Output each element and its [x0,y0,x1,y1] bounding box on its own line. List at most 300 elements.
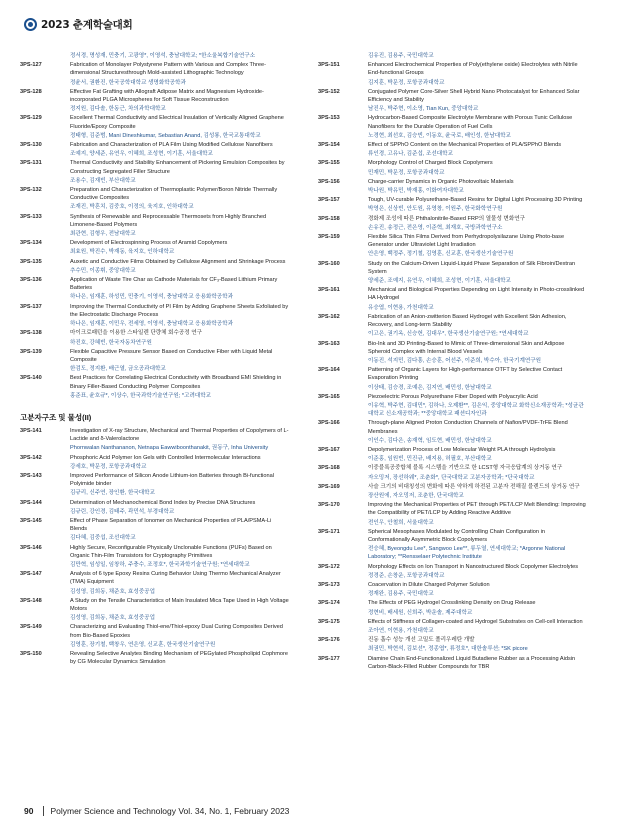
program-entry [318,187,588,195]
paper-authors: 장산원에, 자오밍저, 조춘한, 단국대학교 [368,492,464,499]
poster-code: 3PS-162 [318,313,340,320]
poster-code: 3PS-175 [318,618,340,625]
entry-body [70,213,290,229]
poster-code [20,339,70,347]
header-title: 2023 춘계학술대회 [41,18,133,31]
paper-title: 이중블록공중합체 블록 시스템을 기반으로 한 LCST형 자극응답계의 상거동 연구 [368,465,563,472]
paper-authors: 김성영, 김희동, 채준호, 효성중공업 [70,588,155,595]
entry-body [70,534,290,542]
paper-authors: 남진우, 박주현, 이소영, Tian Kun, 중앙대학교 [368,106,479,113]
poster-code [318,474,368,482]
poster-code [318,277,368,285]
entry-body [70,132,290,140]
paper-title: Effects of Stiffness of Collagen-coated and Hydrogel Substrates on Cell-cell Interaction [368,618,583,625]
paper-authors: 전인우, 안철희, 서울대학교 [368,519,434,526]
program-entry [20,150,290,158]
poster-code: 3PS-164 [318,367,340,374]
paper-title: Improved Performance of Silicon Anode Lithium-ion Batteries through Bi-functional Polyimide binder [70,472,274,488]
program-entry [318,599,588,607]
paper-authors: Phornwalan Nanthananon, Netnapa Eawwiboonthanakit, 권동구, Inha University [70,445,269,452]
program-entry [20,489,290,497]
program-entry [20,239,290,247]
poster-code [318,169,368,177]
poster-code [318,545,368,561]
paper-title: Depolymerization Process of Low Molecular Weight PLA through Hydrolysis [368,446,556,453]
entry-body [368,590,588,598]
paper-title: Spherical Mesophases Modulated by Controlling Chain Configuration in Conformationally Asymmetric Block Copolymers [368,528,545,543]
program-entry [20,132,290,140]
program-entry [318,132,588,140]
entry-body [368,366,588,382]
entry-body [368,215,588,223]
poster-code: 3PS-129 [20,115,42,122]
program-entry [318,52,588,60]
program-entry [318,464,588,472]
poster-code [20,444,70,452]
page-header [24,13,133,35]
program-entry [318,330,588,338]
poster-code: 3PS-177 [318,655,340,662]
paper-title: Coacervation in Dilute Charged Polymer Solution [368,581,490,588]
poster-code [318,330,368,338]
entry-body [70,489,290,497]
left-column [20,52,290,667]
poster-code [318,250,368,258]
poster-code [20,614,70,622]
poster-code: 3PS-147 [20,571,42,578]
poster-code: 3PS-153 [318,115,340,122]
poster-code: 3PS-132 [20,187,42,194]
paper-authors: 전승혜, Byeongdu Lee*, Sangwoo Lee**, 류두열, 연세대학교; *Argonne National Laboratory; **Rensselaer Polytechnic Institute [368,546,566,561]
paper-authors: 김영훈, 장기철, 백창우, 연은영, 신교훈, 한국생산기술연구원 [70,641,216,648]
poster-code [318,132,368,140]
paper-title: Characterizing and Evaluating Thiol-ene/Thiol-epoxy Dual Curing Composites Derived from Bio-Based Epoxies [70,624,283,639]
entry-body [70,427,290,443]
paper-title: Morphology Control of Charged Block Copolymers [368,160,493,167]
poster-code: 3PS-169 [318,483,340,490]
poster-code [20,248,70,256]
poster-code [318,205,368,213]
program-entry [20,61,290,77]
program-entry [318,178,588,186]
program-entry [318,215,588,223]
entry-body [70,303,290,319]
poster-code [20,320,70,328]
program-entry [318,233,588,249]
paper-title: Determination of Mechanochemical Bond Index by Precise DNA Structures [70,499,256,506]
program-entry [20,561,290,569]
poster-code: 3PS-171 [318,528,340,535]
entry-body [70,499,290,507]
poster-code [20,561,70,569]
entry-body [70,517,290,533]
paper-title: Effect of Phase Separation of Ionomer on Mechanical Properties of PLA/PSMA-Li Blends [70,517,272,533]
program-entry [318,313,588,329]
entry-body [368,636,588,644]
program-entry [20,141,290,149]
program-entry [20,105,290,113]
paper-authors: 강세호, 박문정, 포항공과대학교 [70,463,147,470]
program-entry [20,348,290,364]
entry-body [70,472,290,488]
poster-code: 3PS-152 [318,88,340,95]
entry-body [368,304,588,312]
paper-authors: 정경준, 손창운, 포항공과대학교 [368,572,445,579]
entry-body [70,79,290,87]
program-entry [20,258,290,266]
program-entry [318,590,588,598]
poster-code [318,150,368,158]
program-entry [20,230,290,238]
program-entry [318,250,588,258]
paper-title: 마이크로패턴을 이용한 스타일렌 단량체 회수공정 연구 [70,330,203,337]
entry-body [70,374,290,390]
poster-code: 3PS-149 [20,624,42,631]
program-entry [20,320,290,328]
footer-divider [43,806,44,816]
poster-code [20,508,70,516]
poster-code: 3PS-131 [20,160,42,167]
program-entry [20,588,290,596]
poster-code: 3PS-161 [318,287,340,294]
paper-title: Effect of SPPhO Content on the Mechanical Properties of PLA/SPPhO Blends [368,142,561,149]
entry-body [368,609,588,617]
paper-authors: 이인수, 김다은, 송재혁, 임도현, 배민성, 한남대학교 [368,437,492,444]
paper-authors: 최관현, 김형우, 전남대학교 [70,231,136,238]
paper-title: Investigation of X-ray Structure, Mechanical and Thermal Properties of Copolymers of L-Lactide and δ-Valerolactone [70,427,289,443]
entry-body [368,141,588,149]
poster-code [20,392,70,400]
poster-code [20,365,70,373]
poster-code [20,489,70,497]
program-entry [318,286,588,302]
entry-body [70,544,290,560]
poster-code [20,267,70,275]
poster-code: 3PS-130 [20,142,42,149]
entry-body [368,205,588,213]
entry-body [70,365,290,373]
program-entry [318,645,588,653]
entry-body [368,250,588,258]
entry-body [368,330,588,338]
program-entry [318,528,588,544]
paper-authors: 최권민, 박현석, 김보선*, 정종엽*, 류정호*, 대한솔루션; *SK picore [368,646,528,653]
paper-authors: 최효원, 박진수, 박재동, 육지호, 인하대학교 [70,249,175,256]
program-entry [20,444,290,452]
paper-authors: 하나은, 임재훈, 이민우, 전세영, 이영석, 충남대학교 응용화학공학과 [70,321,233,328]
program-entry [318,205,588,213]
program-entry [20,427,290,443]
entry-body [70,114,290,130]
poster-code: 3PS-127 [20,62,42,69]
poster-code: 3PS-163 [318,340,340,347]
poster-code: 3PS-172 [318,563,340,570]
entry-body [368,159,588,167]
paper-authors: 추수민, 이종휘, 중앙대학교 [70,267,136,274]
poster-code [20,105,70,113]
poster-code [20,150,70,158]
poster-code [318,572,368,580]
paper-title: Fabrication of an Anion-zwitterion Based Hydrogel with Excellent Skin Adhesion, Recovery, and Long-term Stability [368,313,567,329]
program-entry [20,641,290,649]
entry-body [368,79,588,87]
paper-authors: 안은영, 백정주, 정기철, 김영훈, 신교훈, 한국생산기술연구원 [368,251,514,258]
entry-body [70,348,290,364]
paper-authors: 조예지, 양세준, 유연우, 이혜희, 조성현, 이기훈, 서울대학교 [70,151,213,158]
entry-body [70,561,290,569]
poster-code [318,357,368,365]
paper-authors: 김지훈, 박문정, 포항공과대학교 [368,79,445,86]
program-entry [20,52,290,60]
program-entry [20,597,290,613]
paper-authors: 김만혁, 임성일, 임창하, 주충수, 조정호*, 한국과학기술연구원; *연세대학교 [70,561,250,568]
paper-title: Application of Waste Tire Char as Cathode Materials for CF₃-Based Lithium Primary Batteries [70,277,278,292]
entry-body [70,159,290,175]
entry-body [368,402,588,418]
entry-body [70,150,290,158]
poster-code: 3PS-155 [318,160,340,167]
entry-body [70,570,290,586]
paper-authors: 김다혜, 김중섭, 조선대학교 [70,535,136,542]
program-entry [20,186,290,202]
poster-code: 3PS-173 [318,581,340,588]
poster-code [20,177,70,185]
poster-code: 3PS-140 [20,375,42,382]
poster-code: 3PS-176 [318,637,340,644]
entry-body [70,230,290,238]
paper-title: Through-plane Aligned Proton Conduction Channels of Nafion/PVDF-TrFE Blend Membranes [368,420,568,435]
entry-body [70,597,290,613]
entry-body [368,52,588,60]
entry-body [368,393,588,401]
entry-body [368,286,588,302]
paper-title: Highly Secure, Reconfigurable Physically Unclonable Functions (PUFs) Based on Organic Thin-Film Transistors for Cryptography Primitives [70,544,272,559]
paper-authors: 김유진, 김용주, 국민대학교 [368,53,434,59]
entry-body [368,61,588,77]
entry-body [368,599,588,607]
entry-body [368,277,588,285]
entry-body [368,528,588,544]
poster-code: 3PS-146 [20,544,42,551]
paper-authors: 자오밍저, 장선하웨*, 조춘화*, 단국대학교 고분자공학과; *단국대학교 [368,474,535,481]
paper-authors: 박영은, 신상빈, 안도원, 유영창, 이원주, 한국화학연구원 [368,206,503,213]
program-entry [20,267,290,275]
paper-authors: 양세준, 조예지, 유연우, 이혜희, 조성현, 이기훈, 서울대학교 [368,278,511,285]
paper-authors: 조아연, 이현용, 가천대학교 [368,628,434,634]
poster-code: 3PS-142 [20,454,42,461]
entry-body [368,187,588,195]
program-entry [318,366,588,382]
poster-code: 3PS-133 [20,213,42,220]
poster-code: 3PS-154 [318,142,340,149]
entry-body [70,177,290,185]
program-entry [318,384,588,392]
entry-body [70,186,290,202]
paper-title: Development of Electrospinning Process of Aramid Copolymers [70,240,228,247]
program-entry [318,159,588,167]
left-top-list [20,52,290,400]
program-entry [318,618,588,626]
conference-logo-icon [24,18,37,31]
entry-body [368,169,588,177]
paper-title: The Effects of PEG Hydrogel Crosslinking Density on Drug Release [368,600,536,607]
program-entry [318,581,588,589]
entry-body [70,248,290,256]
entry-body [368,655,588,671]
poster-code: 3PS-143 [20,472,42,479]
entry-body [70,392,290,400]
paper-authors: 김성영, 김희동, 채준호, 효성중공업 [70,615,155,622]
paper-title: 경화제 조성에 따른 Phthalonitrile-Based FRP의 열물성 변화연구 [368,215,526,222]
paper-title: Morphology Effects on Ion Transport in Nanostructured Block Copolymer Electrolytes [368,563,579,570]
poster-code: 3PS-156 [318,178,340,185]
program-entry [318,357,588,365]
entry-body [368,572,588,580]
poster-code [20,293,70,301]
paper-title: A Study on the Tensile Characteristics of Main Insulated Mica Tape Used in High Voltage Motors [70,597,289,612]
poster-code [20,52,70,60]
entry-body [70,650,290,666]
entry-body [368,618,588,626]
paper-authors: 하진호, 강혜빈, 한국자동차연구원 [70,339,152,346]
program-entry [20,650,290,666]
paper-authors: 정윤서, 권환진, 한국공학대학교 생명화학공학과 [70,79,186,86]
program-entry [318,150,588,158]
entry-body [368,384,588,392]
program-entry [20,329,290,337]
poster-code [318,492,368,500]
entry-body [70,444,290,452]
entry-body [70,623,290,639]
paper-authors: 이상태, 김승경, 조예은, 김지연, 배민성, 한남대학교 [368,384,492,391]
poster-code [318,384,368,392]
entry-body [368,501,588,517]
entry-body [368,483,588,491]
entry-body [70,588,290,596]
page-number: 90 [24,806,34,816]
program-entry [20,454,290,462]
paper-title: Improving the Mechanical Properties of PET through PET/LCP Melt Blending: Improving the Compatibility of PET/LCP by Adding Reactive Additive [368,502,586,517]
program-entry [318,545,588,561]
program-entry [20,463,290,471]
program-entry [20,365,290,373]
paper-title: Synthesis of Renewable and Reprocessable Thermosets from Highly Branched Limonene-Based Polymers [70,213,267,228]
paper-authors: 이유혁, 박주현, 김대민*, 김하나, 오제환**, 김은익, 중앙대학교 화학신소재공학과; *성균관대학교 신소재공학과; **중앙대학교 패션디자인과 [368,402,584,418]
paper-title: 사슬 크기의 비대칭성의 변화에 따른 약하게 하전된 고분자 전해질 블렌드의 상거동 연구 [368,483,580,490]
program-entry [20,203,290,211]
program-entry [318,455,588,463]
poster-code [20,463,70,471]
program-entry [318,141,588,149]
paper-title: Revealing Selective Analytes Binding Mechanism of PEGylated Phospholipid Cophmore by CG Molecular Dynamics Simulation [70,651,288,666]
entry-body [70,276,290,292]
poster-code: 3PS-165 [318,393,340,400]
entry-body [70,320,290,328]
poster-code [318,304,368,312]
left-bottom-list [20,427,290,666]
poster-code [318,455,368,463]
poster-code [318,519,368,527]
entry-body [368,357,588,365]
entry-body [70,61,290,77]
paper-authors: 정재완, 김용주, 국민대학교 [368,591,434,598]
paper-authors: 노경현, 최선호, 김승빈, 이동호, 윤국로, 배인성, 한남대학교 [368,132,511,139]
poster-code [318,645,368,653]
program-entry [20,517,290,533]
paper-title: Mechanical and Biological Properties Depending on Light Intensity in Photo-crosslinked HA Hydrogel [368,287,585,302]
entry-body [70,641,290,649]
program-entry [20,276,290,292]
entry-body [368,105,588,113]
poster-code [20,534,70,542]
program-entry [20,472,290,488]
poster-code: 3PS-144 [20,499,42,506]
entry-body [70,293,290,301]
poster-code: 3PS-166 [318,420,340,427]
paper-title: Thermal Conductivity and Stability Enhancement of Pickering Emulsion Composites by Constructing Segregated Filler Structure [70,160,285,175]
poster-code: 3PS-160 [318,260,340,267]
paper-title: Patterning of Organic Layers for High-performance OTFT by Selective Contact Evaporation Printing [368,367,563,382]
poster-code: 3PS-170 [318,502,340,509]
paper-authors: 정태형, 김준범, Mani Dineshkumar, Sebastian Anand, 김성룡, 한국교통대학교 [70,132,261,139]
program-entry [318,572,588,580]
program-entry [20,114,290,130]
paper-authors: 김규린, 강인경, 김태주, 곽민석, 부경대학교 [70,508,175,515]
entry-body [368,313,588,329]
program-entry [20,570,290,586]
program-entry [318,196,588,204]
poster-code: 3PS-148 [20,597,42,604]
paper-authors: 유승엽, 이현용, 가천대학교 [368,304,434,311]
poster-code: 3PS-135 [20,258,42,265]
program-entry [318,519,588,527]
paper-title: Charge-carrier Dynamics in Organic Photovoltaic Materials [368,178,514,185]
entry-body [368,545,588,561]
entry-body [70,258,290,266]
program-entry [20,293,290,301]
poster-code: 3PS-145 [20,517,42,524]
entry-body [368,114,588,130]
program-entry [318,340,588,356]
poster-code [20,641,70,649]
program-entry [318,169,588,177]
entry-body [368,474,588,482]
journal-info: Polymer Science and Technology Vol. 34, No. 1, February 2023 [50,806,290,816]
poster-code: 3PS-158 [318,215,340,222]
program-entry [20,508,290,516]
paper-authors: 정서경, 명성재, 민충기, 고광영*, 이영석, 충남대학교; *한소울복합기술연구소 [70,53,256,59]
paper-authors: 류인경, 고유나, 김준섭, 조선대학교 [368,151,453,158]
program-entry [20,303,290,319]
paper-authors: 조용수, 김재빈, 부산대학교 [70,177,136,184]
paper-authors: 한검도, 정지환, 배근열, 금오공과대학교 [70,366,166,373]
entry-body [70,88,290,104]
program-entry [318,446,588,454]
entry-body [368,340,588,356]
program-entry [318,501,588,517]
program-entry [318,419,588,435]
program-entry [318,88,588,104]
program-entry [318,483,588,491]
poster-code [20,230,70,238]
program-entry [20,88,290,104]
paper-title: Bio-Ink and 3D Printing-Based to Mimic of Three-dimensional Skin and Adipose Spheroid Complex with Internal Blood Vessels [368,340,565,355]
paper-title: Conjugated Polymer Core-Silver Shell Hybrid Nano Photocatalyst for Enhanced Solar Efficiency and Stability [368,88,580,104]
poster-code [20,203,70,211]
program-entry [20,159,290,175]
program-entry [20,374,290,390]
program-entry [318,437,588,445]
